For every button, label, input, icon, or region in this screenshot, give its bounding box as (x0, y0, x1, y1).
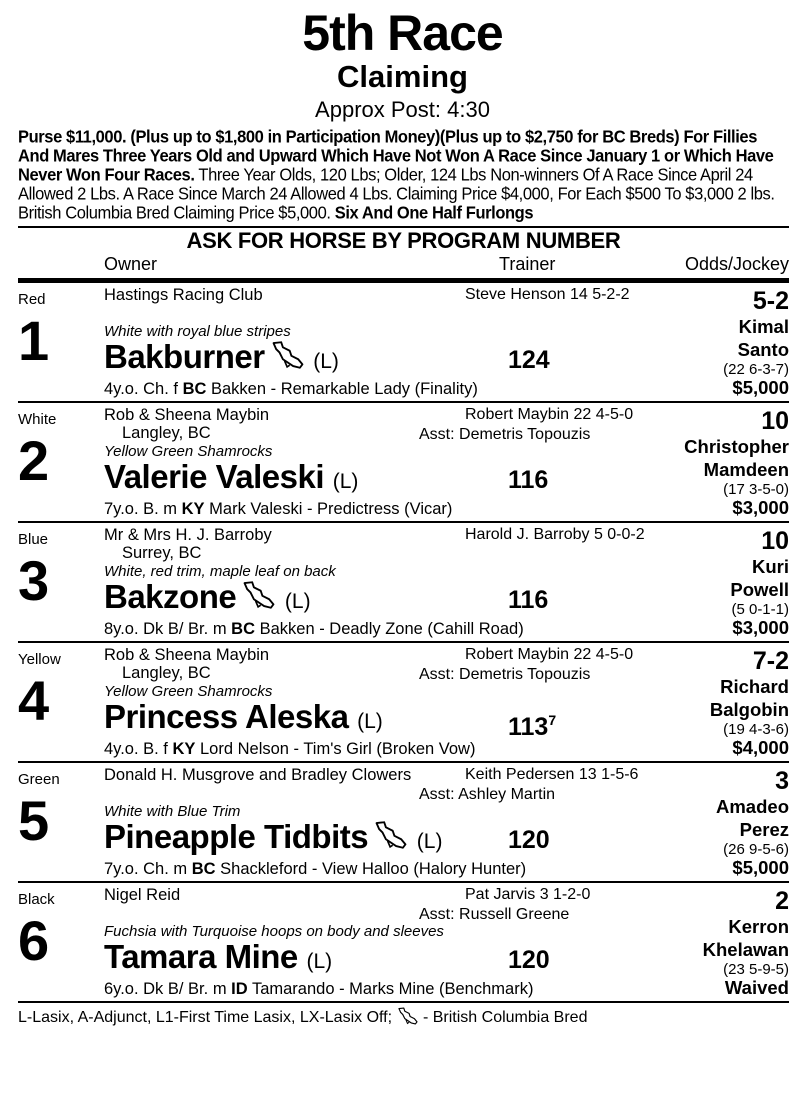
entry-row (18, 283, 789, 403)
state-bred: BC (231, 620, 255, 638)
conditions-weights: Three Year Olds, 120 Lbs; Older, 124 Lbs Non-winners Of A Race Since April 24 Allowed 2 Lbs. A Race Since March 24 Allowed 4 Lbs. Claiming Price $4,000, For Each $500 To $3,000 2 lbs. British Columbia Bred Claiming Price $5,000. (18, 165, 775, 223)
breeding-info (104, 379, 478, 399)
jockey-stats: (26 9-5-6) (723, 841, 789, 858)
pedigree: Mark Valeski - Predictress (Vicar) (204, 500, 453, 518)
silks-description: White, red trim, maple leaf on back (104, 563, 336, 580)
state-bred: KY (181, 500, 205, 518)
age-sex: 6y.o. Dk B/ Br. m (104, 980, 232, 998)
jockey-first-name: Kimal (738, 316, 789, 337)
legend-bc-bred: - British Columbia Bred (418, 1009, 588, 1026)
assistant-trainer: Asst: Ashley Martin (419, 786, 556, 803)
weight (508, 825, 550, 855)
jockey-stats: (22 6-3-7) (723, 361, 789, 378)
column-odds-jockey: Odds/Jockey (684, 254, 789, 274)
horse-name-line (104, 459, 358, 500)
horse-name-line (104, 699, 383, 740)
conditions-purse: Purse $11,000. (Plus up to $1,800 in Participation Money)(Plus up to $2,750 for BC Breds) For Fillies And Mares Three Years Old and Upward Which Have Not Won A Race Since January 1 or Which Have Never Won Four Races. (18, 128, 774, 185)
jockey-last-name: Santo (737, 339, 789, 360)
claiming-price: $5,000 (732, 377, 789, 398)
medication: (L) (332, 470, 359, 493)
jockey-last-name: Mamdeen (703, 459, 789, 480)
british-columbia-map-icon (242, 580, 276, 610)
breeding-info (104, 979, 533, 999)
program-number: 6 (18, 909, 50, 972)
owner-name: Nigel Reid (104, 886, 181, 904)
assistant-trainer: Asst: Demetris Topouzis (419, 666, 591, 683)
owner-name: Rob & Sheena Maybin (104, 406, 270, 424)
trainer-name: Robert Maybin 22 4-5-0 (465, 406, 634, 423)
horse-name: Valerie Valeski (104, 458, 325, 495)
silks-description: Fuchsia with Turquoise hoops on body and sleeves (104, 923, 444, 940)
pedigree: Bakken - Deadly Zone (Cahill Road) (255, 620, 524, 638)
saddle-cloth-color: Blue (18, 531, 49, 548)
weight-value: 116 (508, 586, 549, 614)
conditions-distance: Six And One Half Furlongs (334, 203, 534, 223)
breeding-info (104, 619, 524, 639)
breeding-info (104, 499, 452, 519)
owner-city: Langley, BC (122, 664, 211, 682)
program-number: 2 (18, 429, 50, 492)
weight (508, 945, 550, 975)
jockey-first-name: Kuri (752, 556, 789, 577)
jockey-first-name: Richard (720, 676, 789, 697)
silks-description: White with Blue Trim (104, 803, 241, 820)
saddle-cloth-color: Red (18, 291, 46, 308)
column-owner: Owner (104, 254, 158, 274)
jockey-last-name: Perez (739, 819, 789, 840)
weight-value: 116 (508, 466, 549, 494)
jockey-last-name: Khelawan (702, 939, 789, 960)
claiming-price: $5,000 (732, 857, 789, 878)
owner-name: Mr & Mrs H. J. Barroby (104, 526, 272, 544)
morning-line-odds: 3 (775, 767, 789, 795)
saddle-cloth-color: Yellow (18, 651, 61, 668)
pedigree: Lord Nelson - Tim's Girl (Broken Vow) (195, 740, 476, 758)
medication: (L) (313, 350, 339, 373)
medication: (L) (357, 710, 383, 733)
horse-name: Princess Aleska (104, 698, 349, 735)
breeding-info (104, 859, 526, 879)
entry-row (18, 523, 789, 643)
horse-name: Bakburner (104, 338, 265, 375)
weight-value: 120 (508, 946, 550, 974)
british-columbia-map-icon (397, 1007, 419, 1025)
jockey-first-name: Christopher (684, 436, 789, 457)
state-bred: ID (231, 980, 248, 998)
entry-row (18, 403, 789, 523)
jockey-first-name: Amadeo (716, 796, 789, 817)
jockey-first-name: Kerron (728, 916, 789, 937)
post-time: Approx Post: 4:30 (315, 97, 490, 122)
trainer-name: Harold J. Barroby 5 0-0-2 (465, 526, 645, 543)
jockey-last-name: Balgobin (709, 699, 789, 720)
jockey-stats: (19 4-3-6) (723, 721, 789, 738)
medication: (L) (306, 950, 333, 973)
weight-value: 124 (508, 346, 550, 374)
age-sex: 7y.o. Ch. m (104, 860, 192, 878)
age-sex: 8y.o. Dk B/ Br. m (104, 620, 232, 638)
entry-row (18, 763, 789, 883)
jockey-last-name: Powell (730, 579, 789, 600)
claiming-price: Waived (724, 977, 789, 998)
horse-name: Pineapple Tidbits (104, 818, 369, 855)
british-columbia-map-icon (374, 820, 408, 850)
program-number: 4 (18, 669, 50, 732)
morning-line-odds: 2 (775, 887, 789, 915)
saddle-cloth-color: White (18, 411, 57, 428)
horse-name: Bakzone (104, 578, 237, 615)
weight-value: 113 (508, 713, 549, 741)
horse-name-line (104, 579, 311, 620)
jockey-stats: (23 5-9-5) (723, 961, 789, 978)
weight (508, 585, 548, 615)
medication: (L) (416, 830, 443, 853)
claiming-price: $3,000 (732, 617, 789, 638)
assistant-trainer: Asst: Demetris Topouzis (419, 426, 591, 443)
weight (508, 705, 556, 742)
jockey-stats: (17 3-5-0) (723, 481, 789, 498)
owner-city: Langley, BC (122, 424, 211, 442)
column-trainer: Trainer (499, 254, 556, 274)
morning-line-odds: 10 (761, 527, 789, 555)
race-type: Claiming (337, 59, 468, 94)
saddle-cloth-color: Green (18, 771, 60, 788)
owner-name: Donald H. Musgrove and Bradley Clowers (104, 766, 412, 784)
assistant-trainer: Asst: Russell Greene (419, 906, 570, 923)
owner-name: Rob & Sheena Maybin (104, 646, 270, 664)
horse-name-line (104, 819, 442, 860)
jockey-stats: (5 0-1-1) (731, 601, 789, 618)
weight (508, 465, 548, 495)
saddle-cloth-color: Black (18, 891, 55, 908)
footer-legend (18, 1007, 789, 1028)
apprentice-allowance: 7 (548, 712, 557, 728)
race-conditions (18, 128, 789, 223)
pedigree: Tamarando - Marks Mine (Benchmark) (247, 980, 534, 998)
pedigree: Bakken - Remarkable Lady (Finality) (206, 380, 478, 398)
owner-name: Hastings Racing Club (104, 286, 263, 304)
silks-description: White with royal blue stripes (104, 323, 291, 340)
pedigree: Shackleford - View Halloo (Halory Hunter) (215, 860, 527, 878)
morning-line-odds: 5-2 (752, 287, 789, 315)
claiming-price: $3,000 (732, 497, 789, 518)
horse-name-line (104, 339, 339, 380)
race-header (0, 6, 805, 124)
state-bred: BC (191, 860, 216, 878)
morning-line-odds: 10 (761, 407, 789, 435)
weight (508, 345, 550, 375)
medication: (L) (284, 590, 311, 613)
trainer-name: Keith Pedersen 13 1-5-6 (465, 766, 639, 783)
entry-row (18, 643, 789, 763)
claiming-price: $4,000 (732, 737, 789, 758)
morning-line-odds: 7-2 (752, 647, 789, 675)
entry-row (18, 883, 789, 1003)
horse-name-line (104, 939, 332, 980)
horse-name: Tamara Mine (104, 938, 298, 975)
program-number: 3 (18, 549, 50, 612)
weight-value: 120 (508, 826, 550, 854)
program-number: 5 (18, 789, 50, 852)
silks-description: Yellow Green Shamrocks (104, 443, 273, 460)
age-sex: 4y.o. Ch. f (104, 380, 183, 398)
column-headers (18, 254, 789, 278)
breeding-info (104, 739, 475, 759)
owner-city: Surrey, BC (122, 544, 202, 562)
program-number: 1 (18, 309, 50, 372)
ask-banner: ASK FOR HORSE BY PROGRAM NUMBER (18, 226, 789, 254)
silks-description: Yellow Green Shamrocks (104, 683, 273, 700)
trainer-name: Robert Maybin 22 4-5-0 (465, 646, 634, 663)
state-bred: KY (172, 740, 196, 758)
race-title: 5th Race (302, 5, 503, 61)
age-sex: 4y.o. B. f (104, 740, 173, 758)
state-bred: BC (182, 380, 207, 398)
age-sex: 7y.o. B. m (104, 500, 182, 518)
legend-text: L-Lasix, A-Adjunct, L1-First Time Lasix, LX-Lasix Off; (18, 1009, 393, 1026)
trainer-name: Steve Henson 14 5-2-2 (465, 286, 630, 303)
entries-list (0, 283, 805, 1003)
trainer-name: Pat Jarvis 3 1-2-0 (465, 886, 591, 903)
british-columbia-map-icon (271, 340, 305, 370)
